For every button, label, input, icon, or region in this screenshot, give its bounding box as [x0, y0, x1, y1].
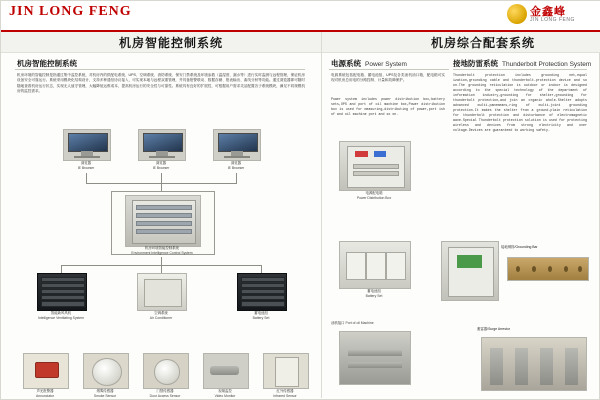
surge-arrestor-caption: [477, 327, 589, 332]
lightning-heading-rule: [453, 69, 587, 70]
control-cabinet-photo: [125, 195, 201, 247]
grounding-bar-caption: [501, 245, 593, 250]
bottom-device-1-en: Intelligence Ventilating System: [38, 315, 84, 320]
bottom-device-3-en: Battery Set: [252, 315, 270, 320]
right-photo-5-cn: 避雷器/Surge Arrestor: [477, 327, 510, 331]
equipment-rack-3: [237, 273, 287, 311]
browser-caption-2-en: IE Browser: [152, 165, 170, 170]
right-photo-3-cn: 接地铜排/Grounding Bar: [501, 245, 538, 249]
sensor-1-cn: 声光报警器: [36, 389, 54, 393]
power-system-heading: [331, 58, 407, 69]
bottom-device-2-cn: 空调系统: [154, 311, 168, 315]
lightning-system-heading: [453, 58, 591, 69]
sensor-1-en: Annunciator: [35, 393, 55, 398]
power-system-heading-en: Power System: [365, 61, 407, 68]
right-band-title: 机房综合配套系统: [431, 36, 536, 50]
flow-line-down-center: [161, 183, 162, 191]
bottom-device-caption-1: [29, 311, 93, 320]
browser-caption-1-en: IE Browser: [77, 165, 95, 170]
browser-caption-1-cn: 浏览器: [80, 161, 92, 165]
equipment-rack-1: [37, 273, 87, 311]
right-photo-1-en: Power Distribution Box: [356, 195, 392, 200]
flow-line-center: [161, 173, 162, 183]
door-access-sensor-photo: [143, 353, 189, 389]
surge-arrestor-photo: [481, 337, 587, 391]
battery-set-photo: [339, 241, 411, 289]
oil-machine-port-photo: [339, 331, 411, 385]
sensor-3-cn: 门禁传感器: [156, 389, 174, 393]
sensor-caption-4: [197, 389, 253, 398]
browser-monitor-1: [63, 129, 111, 161]
brand-bar: [1, 1, 600, 31]
browser-caption-3: [209, 161, 263, 170]
control-cabinet-caption-en: Environment Intelligence Control System: [131, 250, 193, 255]
power-paragraph-cn: 电源系统包括配电箱、蓄电池组、UPS及各类油机油口箱，配电箱可实现对机房总用电的分路控制、计量和故障保护。: [331, 73, 445, 83]
sensor-caption-3: [137, 389, 193, 398]
grounding-bar-photo: [507, 257, 589, 281]
brand-logo: [507, 2, 593, 29]
right-photo-2-en: Battery Set: [365, 293, 383, 298]
column-divider: [321, 32, 322, 398]
left-paragraph: 机房环境的智能控制是指通过集中监控系统，对机房内的供配电系统、UPS、空调系统、消防系统、保安门禁系统及环境参数（温湿度、漏水等）进行实时监测与远程管理，保证机房设备安全可靠运行。系统采用模块化结构设计，支持多种通信协议接入，可实现本地与远程双重管理，并具备报警联动、数据存储、报表输出、曲线分析等功能。通过浏览器即可随时随地查看机房运行状态，实现无人值守管理，大幅降低运维成本，提高机房运行的安全性与可靠性。系统具有良好的扩展性，可根据用户需求灵活配置各子系统模块，满足不同规模机房的监控需求。: [17, 73, 305, 94]
title-band: [1, 32, 600, 53]
power-system-heading-cn: 电源系统: [331, 59, 361, 68]
grounding-cabinet-photo: [441, 241, 499, 301]
right-photo-4-cn: 油机接口: [331, 321, 345, 325]
power-distribution-box-photo: [339, 141, 411, 191]
flow-line-branch-2: [161, 265, 162, 273]
sensor-4-en: Video Monitor: [214, 393, 236, 398]
infrared-sensor-photo: [263, 353, 309, 389]
browser-monitor-2: [138, 129, 186, 161]
flow-line-right: [236, 173, 237, 183]
left-section-heading: 机房智能控制系统: [17, 59, 77, 68]
sensor-caption-5: [257, 389, 313, 398]
flow-line-down-lower: [161, 257, 162, 265]
right-photo-2-cn: 蓄电池组: [367, 289, 381, 293]
browser-monitor-3: [213, 129, 261, 161]
sensor-caption-1: [17, 389, 73, 398]
flow-line-left: [86, 173, 87, 183]
flow-line-branch-3: [261, 265, 262, 273]
bottom-device-caption-2: [129, 311, 193, 320]
left-heading-rule: [15, 69, 305, 70]
brand-name: JIN LONG FENG: [9, 4, 132, 19]
sensor-2-cn: 烟雾传感器: [96, 389, 114, 393]
battery-set-caption: [331, 289, 417, 298]
lightning-paragraph-en: Thunderbolt protection includes grounding net,equal ization,grounding cable and thunderbolt-protection device and so on.The grounding reticulation is outdoor or indoor is designed according to the special technology of the department of information industry,grounding for shelter,grounding for thunderbolt protection,and join an organic whole.Shelter adopts advanced multi-panemeans,ring of multi-joint grounding protection.It makes the shelter from a ground-plain reticulation for thunderbolt protection and disturbance of electromagnetic wave.Special Thunderbolt protection solution is used for protecting wireless and devices from strong electricity and over voltage.Devices are guaranteed to working safety.: [453, 73, 587, 132]
sensor-caption-2: [77, 389, 133, 398]
browser-caption-2: [134, 161, 188, 170]
right-photo-4-en: Port of oil Machine: [345, 321, 374, 325]
sensor-2-en: Smoke Sensor: [93, 393, 117, 398]
lightning-heading-en: Thunderbolt Protection System: [502, 61, 592, 68]
lightning-heading-cn: 接地防雷系统: [453, 59, 498, 68]
smoke-sensor-photo: [83, 353, 129, 389]
annunciator-photo: [23, 353, 69, 389]
video-monitor-photo: [203, 353, 249, 389]
equipment-rack-2: [137, 273, 187, 311]
logo-chinese-name: 金鑫峰: [530, 6, 566, 18]
browser-caption-2-cn: 浏览器: [155, 161, 167, 165]
power-paragraph-en: Power system includes power distribution box,battery sets,UPS and port of oil machine box,Power distribution box is used for measuring,distributing of power,port ish of and oil machine port and so on.: [331, 97, 445, 116]
browser-caption-1: [59, 161, 113, 170]
browser-caption-3-en: IE Browser: [227, 165, 245, 170]
power-heading-rule: [329, 69, 449, 70]
bottom-device-caption-3: [229, 311, 293, 320]
control-cabinet-caption-cn: 机房环境智能控制系统: [145, 246, 179, 250]
right-photo-1-cn: 电源配电箱: [365, 191, 383, 195]
left-band-title: 机房智能控制系统: [119, 36, 224, 50]
sensor-5-cn: 红外传感器: [276, 389, 294, 393]
flow-line-branch-1: [61, 265, 62, 273]
power-distribution-box-caption: [331, 191, 417, 200]
bottom-device-2-en: Air Conditioner: [149, 315, 173, 320]
bottom-device-1-cn: 智能新风风机: [50, 311, 72, 315]
sensor-3-en: Door Access Sensor: [149, 393, 181, 398]
oil-machine-port-caption: [331, 321, 417, 326]
logo-english-name: JIN LONG FENG: [530, 17, 575, 23]
sensor-5-en: Infrared Sensor: [273, 393, 297, 398]
logo-circle-icon: [507, 4, 527, 24]
control-cabinet-caption: [111, 246, 213, 255]
browser-caption-3-cn: 浏览器: [230, 161, 242, 165]
sensor-4-cn: 视频监控: [218, 389, 232, 393]
bottom-device-3-cn: 蓄电池组: [254, 311, 268, 315]
